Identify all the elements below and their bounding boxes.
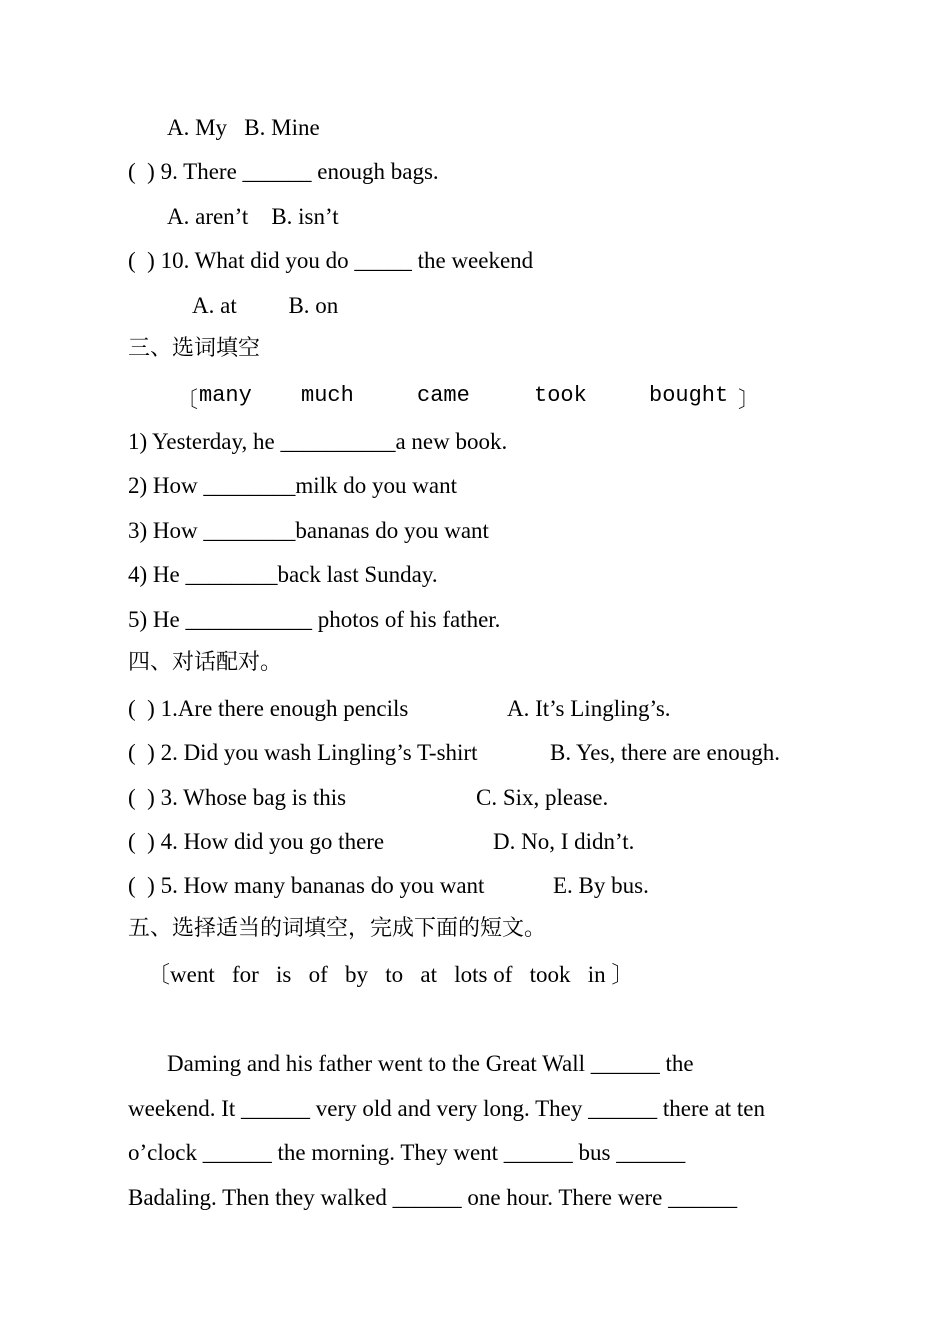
match-answer: D. No, I didn’t. (493, 829, 635, 854)
q8-options: A. My B. Mine (167, 115, 320, 140)
passage-line: o’clock ______ the morning. They went ______ bus ______ (128, 1140, 686, 1165)
passage-line: weekend. It ______ very old and very long. They ______ there at ten (128, 1096, 766, 1121)
section5-word-bank: 〔went for is of by to at lots of took in 〕 (147, 962, 635, 987)
match-question: ( ) 4. How did you go there (128, 829, 385, 854)
match-question: ( ) 2. Did you wash Lingling’s T-shirt (128, 740, 478, 765)
match-question: ( ) 5. How many bananas do you want (128, 873, 485, 898)
word-bank-word: bought (649, 383, 729, 408)
fill-item: 2) How ________milk do you want (128, 473, 458, 498)
q9-options: A. aren’t B. isn’t (167, 204, 339, 229)
section3-title: 三、选词填空 (128, 336, 261, 361)
section5-title: 五、选择适当的词填空，完成下面的短文。 (128, 916, 547, 941)
fill-item: 1) Yesterday, he __________a new book. (128, 429, 508, 454)
fill-item: 3) How ________bananas do you want (128, 518, 489, 543)
section4-title: 四、对话配对。 (128, 650, 283, 675)
passage-line: Daming and his father went to the Great Wall ______ the (167, 1051, 694, 1076)
word-bank-word: much (301, 383, 354, 408)
match-answer: E. By bus. (553, 873, 649, 898)
word-bank-open-bracket: 〔 (176, 388, 199, 413)
fill-item: 5) He ___________ photos of his father. (128, 607, 501, 632)
match-answer: A. It’s Lingling’s. (507, 696, 671, 721)
q10-question: ( ) 10. What did you do _____ the weekend (128, 248, 534, 273)
match-answer: C. Six, please. (476, 785, 609, 810)
match-question: ( ) 1.Are there enough pencils (128, 696, 409, 721)
match-answer: B. Yes, there are enough. (550, 740, 780, 765)
word-bank-word: came (417, 383, 470, 408)
passage-line: Badaling. Then they walked ______ one hour. There were ______ (128, 1185, 738, 1210)
q10-options: A. at B. on (192, 293, 339, 318)
word-bank-word: took (534, 383, 587, 408)
fill-item: 4) He ________back last Sunday. (128, 562, 438, 587)
word-bank-word: many (199, 383, 252, 408)
q9-question: ( ) 9. There ______ enough bags. (128, 159, 439, 184)
word-bank-close-bracket: 〕 (738, 388, 761, 413)
match-question: ( ) 3. Whose bag is this (128, 785, 347, 810)
